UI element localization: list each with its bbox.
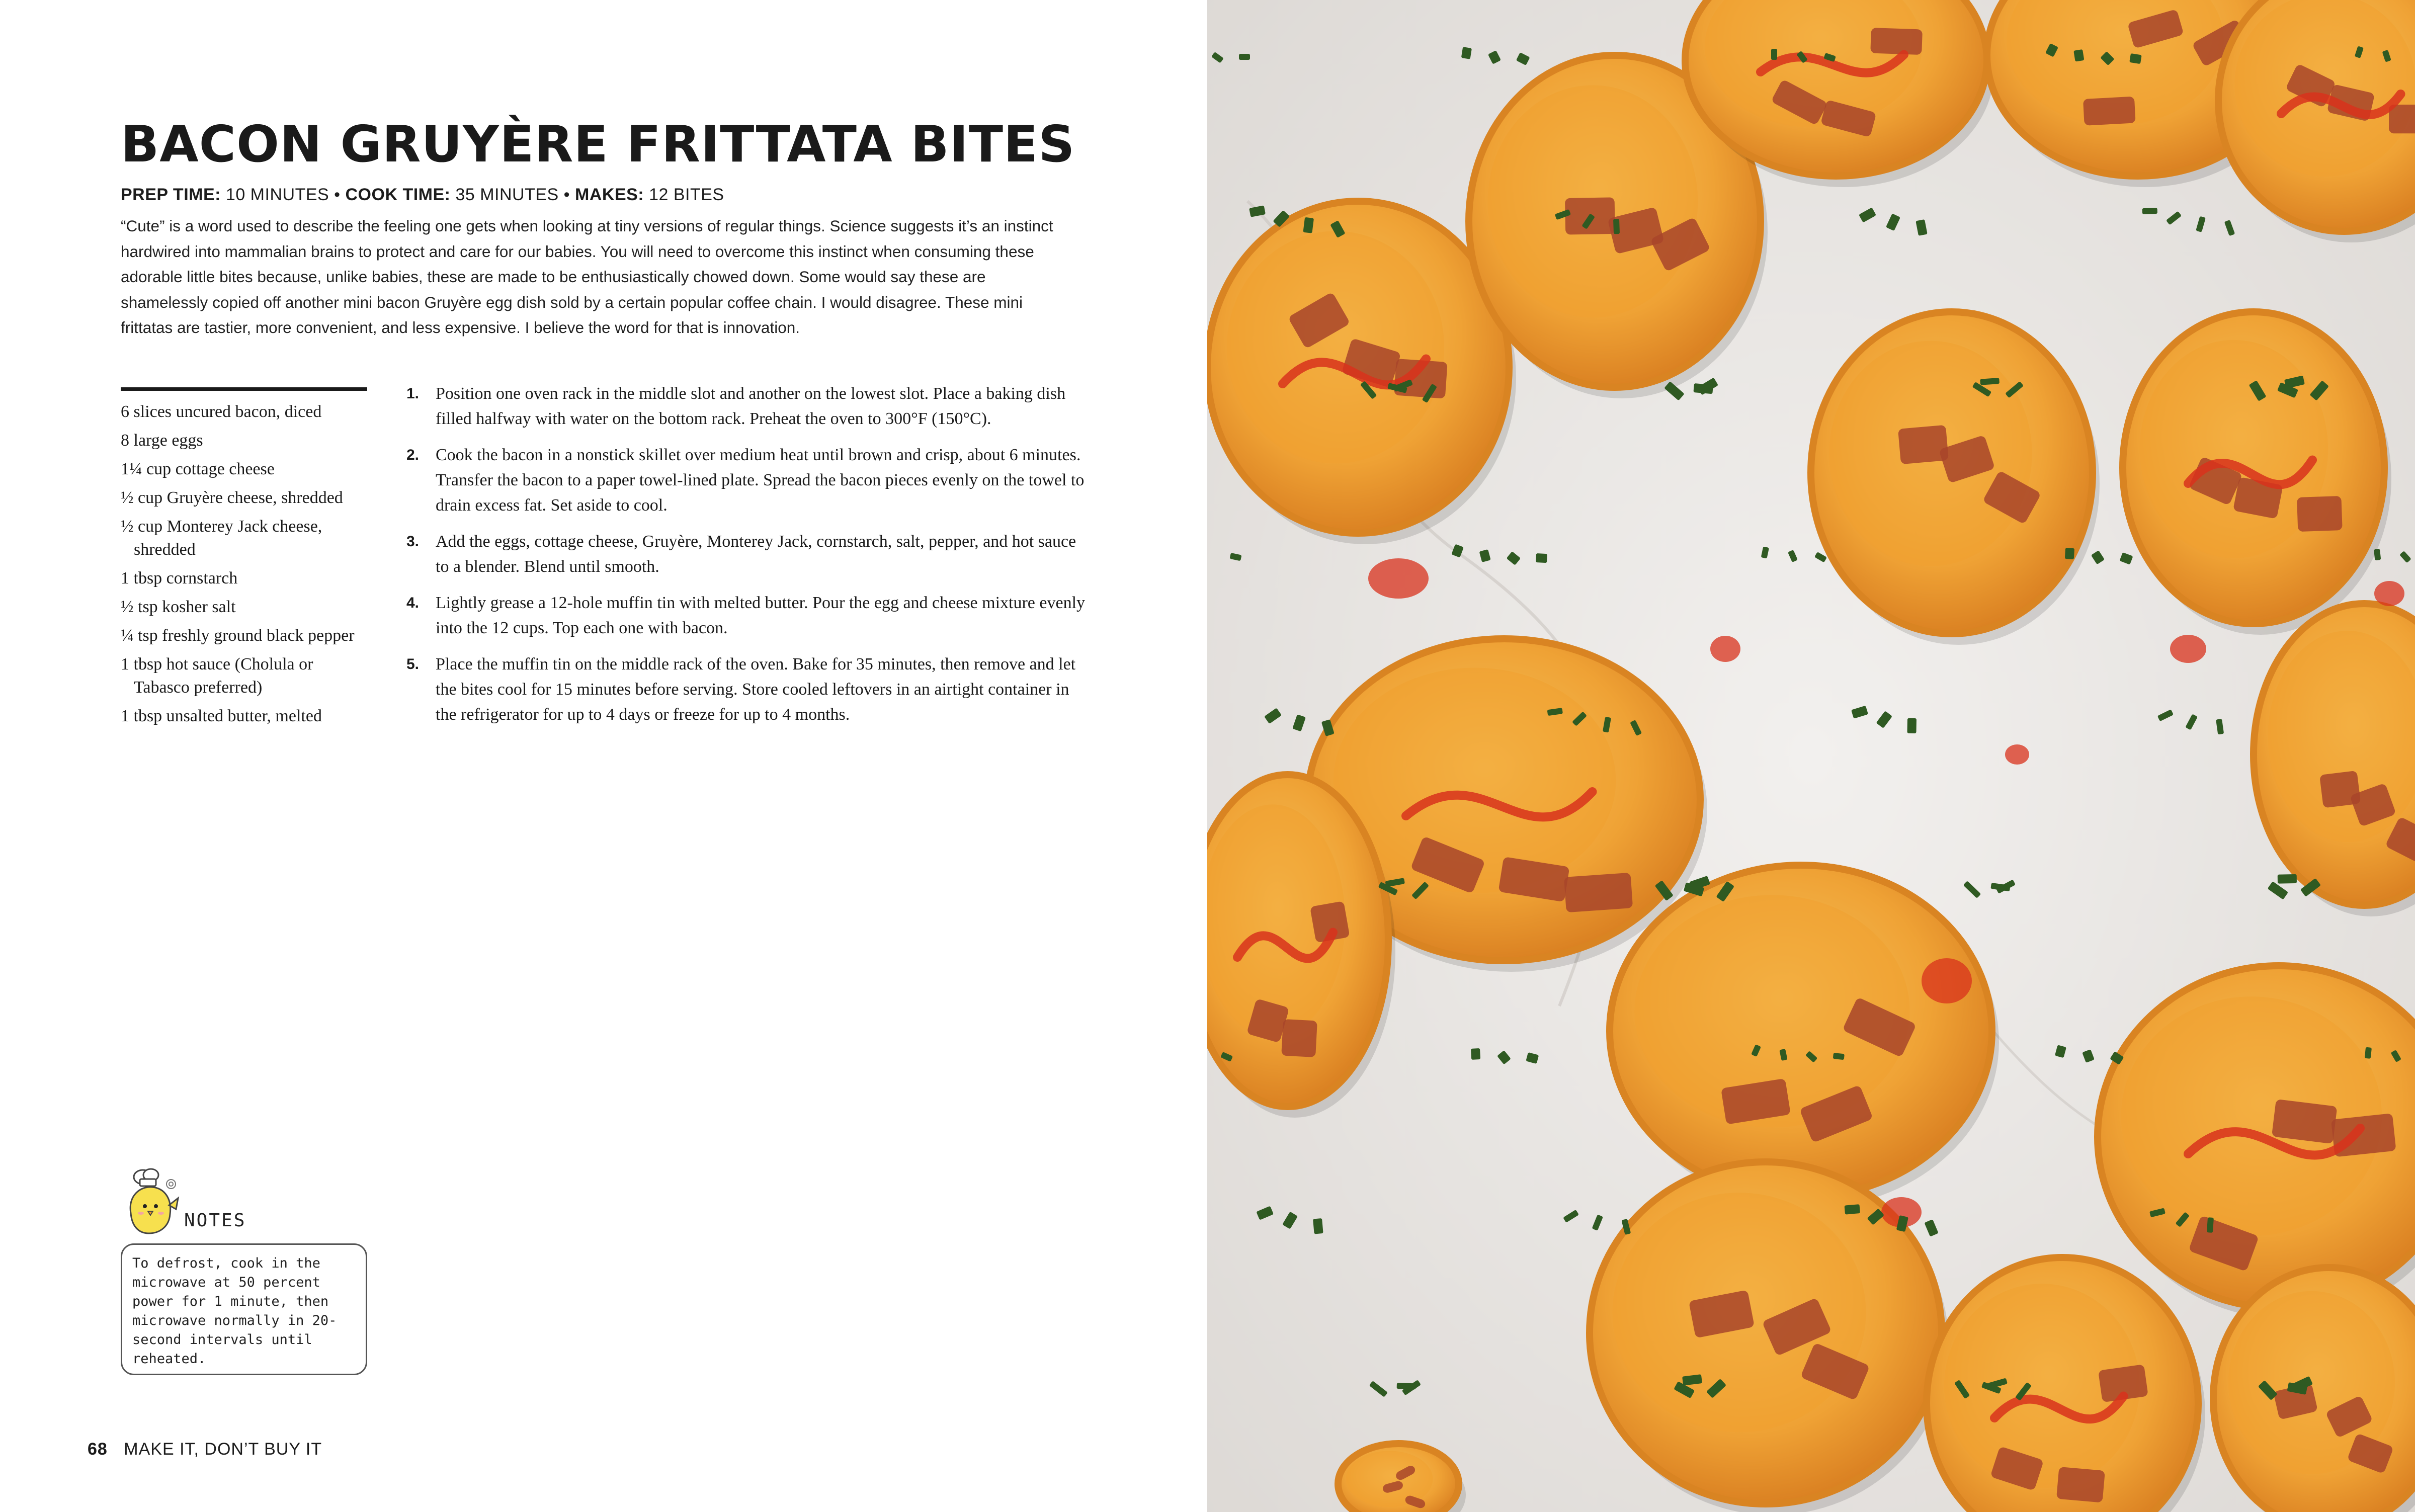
parsley-flake bbox=[1397, 1383, 1416, 1389]
recipe-page bbox=[0, 0, 1207, 1512]
page-footer bbox=[88, 1440, 322, 1459]
notes-label: NOTES bbox=[184, 1210, 246, 1231]
parsley-flake bbox=[2207, 1217, 2214, 1233]
notes-section bbox=[119, 1166, 370, 1377]
step-number: 4. bbox=[406, 595, 420, 611]
sauce-drip bbox=[1710, 636, 1740, 662]
notes-box bbox=[121, 1243, 367, 1375]
frittata-photo bbox=[1207, 0, 2415, 1512]
ingredient-item: 6 slices uncured bacon, diced bbox=[121, 402, 322, 421]
ingredient-item: 1¼ cup cottage cheese bbox=[121, 460, 275, 478]
ingredient-item: ¼ tsp freshly ground black pepper bbox=[121, 626, 355, 645]
makes-label: MAKES: bbox=[575, 185, 644, 204]
instruction-list bbox=[406, 381, 1091, 738]
recipe-intro: “Cute” is a word used to describe the feeling one gets when looking at tiny versions of regular things. Science suggests it’s an instinct hardwired into mammalian brains to protect and care for our babies. You will need to overcome this instinct when consuming these adorable little bites because, unlike babies, these are made to be enthusiastically chowed down. Some would say these are shamelessly copied off another mini bacon Gruyère egg dish sold by a certain popular coffee chain. I would disagree. These mini frittatas are tastier, more convenient, and less expensive. I believe the word for that is innovation. bbox=[121, 217, 1053, 337]
parsley-flake bbox=[1693, 383, 1713, 394]
parsley-flake bbox=[1833, 1053, 1845, 1060]
ingredient-item: 1 tbsp unsalted butter, melted bbox=[121, 707, 322, 725]
prep-time-label: PREP TIME: bbox=[121, 185, 221, 204]
section-title: MAKE IT, DON’T BUY IT bbox=[124, 1440, 322, 1459]
step-number: 3. bbox=[406, 533, 420, 550]
parsley-flake bbox=[1536, 553, 1547, 563]
ingredients-divider bbox=[121, 387, 367, 391]
page-number: 68 bbox=[88, 1440, 108, 1459]
instruction-step bbox=[406, 652, 1091, 727]
step-text: Position one oven rack in the middle slot and another on the lowest slot. Place a baking dish filled halfway with water on the bottom rack. Preheat the oven to 300°F (150°C). bbox=[436, 384, 1066, 428]
parsley-flake bbox=[2365, 1047, 2372, 1059]
step-number: 2. bbox=[406, 447, 420, 463]
ingredient-item: ½ cup Monterey Jack cheese, shredded bbox=[121, 517, 322, 559]
parsley-flake bbox=[2065, 548, 2074, 559]
frittata-bites-image bbox=[1207, 0, 2415, 1512]
parsley-flake bbox=[1239, 54, 1250, 60]
makes-value: 12 BITES bbox=[649, 185, 724, 204]
instruction-step bbox=[406, 381, 1091, 432]
cook-time-value: 35 MINUTES bbox=[455, 185, 559, 204]
parsley-flake bbox=[1845, 1204, 1860, 1215]
step-number: 5. bbox=[406, 656, 420, 673]
instruction-step bbox=[406, 591, 1091, 641]
notes-text: To defrost, cook in the microwave at 50 percent power for 1 minute, then microwave normally in 20-second intervals until reheated. bbox=[132, 1255, 337, 1367]
sauce-drip bbox=[2374, 581, 2404, 606]
ingredient-item: 1 tbsp hot sauce (Cholula or Tabasco preferred) bbox=[121, 655, 313, 697]
parsley-flake bbox=[1471, 1048, 1480, 1060]
parsley-flake bbox=[1313, 1218, 1323, 1234]
ingredient-item: ½ cup Gruyère cheese, shredded bbox=[121, 488, 343, 507]
prep-time-value: 10 MINUTES bbox=[225, 185, 329, 204]
ingredient-item: 8 large eggs bbox=[121, 431, 203, 450]
sauce-drip bbox=[2005, 744, 2029, 765]
recipe-title: BACON GRUYÈRE FRITTATA BITES bbox=[121, 115, 1075, 174]
chef-chick-icon bbox=[119, 1166, 189, 1241]
parsley-flake bbox=[2073, 49, 2084, 62]
parsley-flake bbox=[1907, 718, 1917, 733]
ingredient-item: 1 tbsp cornstarch bbox=[121, 569, 238, 587]
parsley-flake bbox=[2278, 874, 2297, 884]
instruction-step bbox=[406, 529, 1091, 579]
meta-separator: • bbox=[334, 185, 341, 204]
parsley-flake bbox=[2374, 549, 2381, 560]
parsley-flake bbox=[2142, 208, 2157, 214]
parsley-flake bbox=[1303, 217, 1314, 233]
step-text: Add the eggs, cottage cheese, Gruyère, Monterey Jack, cornstarch, salt, pepper, and hot sauce to a blender. Blend until smooth. bbox=[436, 532, 1076, 576]
sauce-drip bbox=[2170, 635, 2206, 663]
ingredient-item: ½ tsp kosher salt bbox=[121, 598, 236, 616]
sauce-drip bbox=[1368, 558, 1429, 599]
ingredient-list bbox=[121, 400, 372, 733]
step-text: Cook the bacon in a nonstick skillet over medium heat until brown and crisp, about 6 minutes. Transfer the bacon to a paper towel-lined plate. Spread the bacon pieces evenly on the towel to drain excess fat. Set aside to cool. bbox=[436, 446, 1085, 515]
parsley-flake bbox=[1771, 49, 1777, 60]
step-text: Place the muffin tin on the middle rack of the oven. Bake for 35 minutes, then remove and let the bites cool for 15 minutes before serving. Store cooled leftovers in an airtight container in the refrigerator for up to 4 days or freeze for up to 4 months. bbox=[436, 655, 1076, 724]
step-text: Lightly grease a 12-hole muffin tin with melted butter. Pour the egg and cheese mixture evenly into the 12 cups. Top each one with bacon. bbox=[436, 594, 1086, 637]
recipe-meta bbox=[121, 185, 724, 205]
sauce-drip bbox=[1922, 958, 1972, 1003]
meta-separator: • bbox=[563, 185, 570, 204]
step-number: 1. bbox=[406, 385, 420, 402]
parsley-flake bbox=[1613, 219, 1620, 234]
instruction-step bbox=[406, 443, 1091, 518]
cook-time-label: COOK TIME: bbox=[345, 185, 451, 204]
parsley-flake bbox=[2129, 53, 2142, 64]
parsley-flake bbox=[1461, 47, 1472, 59]
